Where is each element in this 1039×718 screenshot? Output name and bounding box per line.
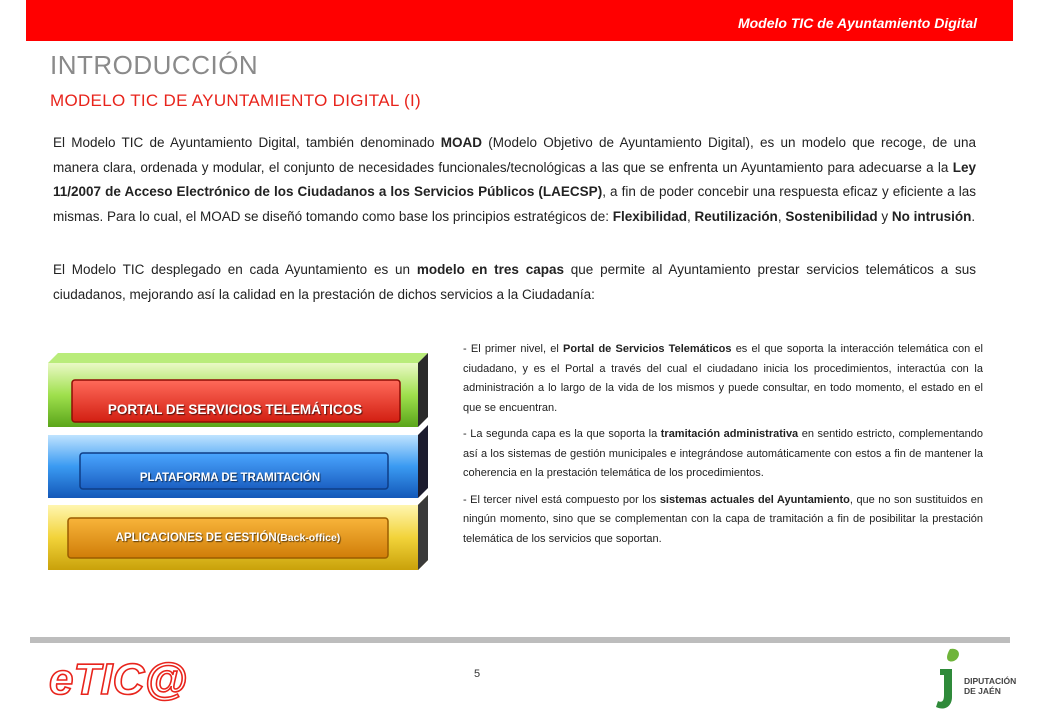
page-number: 5 <box>474 668 481 680</box>
header-title: Modelo TIC de Ayuntamiento Digital <box>737 15 977 31</box>
header-bar <box>26 0 1013 41</box>
layer-descriptions <box>463 340 983 556</box>
list-item: - El primer nivel, el Portal de Servicios Telemáticos es el que soporta la interacción telemática con el ciudadano, y es el Portal a través del cual el ciudadano inicia los procedimientos, interactúa con la administración a lo largo de la vida de los mismos y puede consultar, en todo momento, el estado en el que se encuentran. <box>463 343 983 414</box>
layer-portal-label: PORTAL DE SERVICIOS TELEMÁTICOS <box>107 402 363 417</box>
page-title: INTRODUCCIÓN <box>50 50 259 80</box>
intro-paragraph-1: El Modelo TIC de Ayuntamiento Digital, también denominado MOAD (Modelo Objetivo de Ayuntamiento Digital), es un modelo que recoge, de una manera clara, ordenada y modular, el conjunto de necesidades funcionales/tecnológicas a las que se enfrenta un Ayuntamiento para adecuarse a la Ley 11/2007 de Acceso Electrónico de los Ciudadanos a los Servicios Públicos (LAECSP), a fin de poder concebir una respuesta eficaz y eficiente a las mismas. Para lo cual, el MOAD se diseñó tomando como base los principios estratégicos de: Flexibilidad, Reutilización, Sostenibilidad y No intrusión. <box>53 135 976 224</box>
layers-graphic <box>40 345 440 580</box>
diputacion-jaen-logo-icon <box>930 645 964 715</box>
three-layer-diagram <box>40 345 440 580</box>
layer-applications-label: APLICACIONES DE GESTIÓN(Back-office) <box>115 532 341 544</box>
diputacion-jaen-text: DIPUTACIÓN DE JAÉN <box>964 676 1017 696</box>
list-item: - La segunda capa es la que soporta la tramitación administrativa en sentido estricto, complementando así a los sistemas de gestión municipales e integrándose automáticamente con estos a fin de mantener la coherencia en la prestación telemática de los procedimientos. <box>463 428 984 479</box>
svg-text:eTIC@: eTIC@ <box>49 655 188 704</box>
list-item: - El tercer nivel está compuesto por los sistemas actuales del Ayuntamiento, que no son sustituidos en ningún momento, sino que se complementan con la capa de tramitación a fin de posibilitar la prestación telemática de los servicios que soportan. <box>463 493 983 545</box>
etica-logo <box>45 648 205 710</box>
layer-platform-label: PLATAFORMA DE TRAMITACIÓN <box>139 472 321 484</box>
footer-divider <box>30 637 1010 643</box>
section-subtitle: MODELO TIC DE AYUNTAMIENTO DIGITAL (I) <box>50 91 421 110</box>
intro-paragraph-2: El Modelo TIC desplegado en cada Ayuntamiento es un modelo en tres capas que permite al Ayuntamiento prestar servicios telemáticos a sus ciudadanos, mejorando así la calidad en la prestación de dichos servicios a la Ciudadanía: <box>53 262 976 302</box>
